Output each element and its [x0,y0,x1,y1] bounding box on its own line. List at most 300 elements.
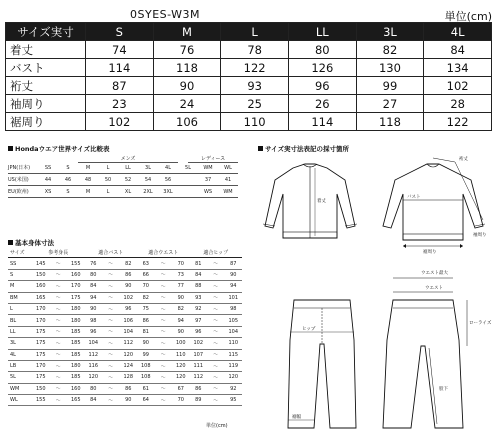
cell: 96 [288,77,356,95]
body-size-table [8,247,242,406]
cell: 160 [67,383,85,394]
kitake-label: 着丈 [317,199,326,204]
table-row [8,162,238,174]
cell: WS [198,186,218,198]
range-separator: 〜 [50,303,68,314]
cell: 126 [288,59,356,77]
cell: 120 [172,372,190,383]
cell: 97 [190,315,208,326]
table-row [8,360,242,371]
cell: 46 [58,174,78,186]
cell: 170 [32,315,50,326]
range-separator: 〜 [207,281,225,292]
cell: 107 [190,349,208,360]
jacket-back-illustration [375,150,495,260]
cell: 104 [225,326,243,337]
pants-front-illustration [280,270,365,435]
rise-label: ローライズ [469,321,492,326]
cell: 102 [120,292,138,303]
cell: 78 [221,41,289,59]
range-separator: 〜 [155,303,173,314]
cell: 73 [172,269,190,280]
table-row [6,113,492,131]
cell: 84 [424,41,492,59]
comparison-title: Hondaウエア世界サイズ比較表 [8,144,110,153]
cell: 105 [225,315,243,326]
cell: XL [118,186,138,198]
range-separator: 〜 [50,258,68,269]
cell: 119 [225,360,243,371]
cell: 114 [288,113,356,131]
range-separator: 〜 [102,372,120,383]
cell: 37 [198,174,218,186]
cell: 100 [172,338,190,349]
cell: 120 [172,360,190,371]
unit-label: 単位(cm) [444,10,492,23]
cell: 52 [118,174,138,186]
cell: 111 [190,360,208,371]
cell: 96 [85,326,103,337]
cell: 82 [356,41,424,59]
suso-label: 裾周り [423,250,437,255]
cell: 160 [32,281,50,292]
range-separator: 〜 [155,338,173,349]
cell: 82 [172,303,190,314]
range-separator: 〜 [50,292,68,303]
cell: 94 [225,281,243,292]
cell: L [98,162,118,174]
cell: 118 [153,59,221,77]
cell: 24 [153,95,221,113]
cell: 180 [67,303,85,314]
cell: 56 [158,174,178,186]
row-label: 着丈 [6,41,86,59]
range-separator: 〜 [207,383,225,394]
pants-back-icon [375,262,493,434]
cell: LL [8,326,32,337]
cell: 155 [67,258,85,269]
cell: 90 [85,303,103,314]
hem-label: 裾幅 [292,415,301,420]
table-row [8,174,238,186]
range-separator: 〜 [50,315,68,326]
cell: M [78,186,98,198]
size-col: L [221,23,289,41]
cell: LL [118,162,138,174]
cell: 185 [67,372,85,383]
range-separator: 〜 [155,395,173,406]
cell [178,186,198,198]
cell: 74 [86,41,154,59]
cell: 81 [190,258,208,269]
cell: 76 [153,41,221,59]
cell: 102 [190,338,208,349]
range-separator: 〜 [155,315,173,326]
cell: 130 [356,59,424,77]
size-corner: サイズ実寸 [6,23,86,41]
cell: 155 [32,395,50,406]
row-label: 裾周り [6,113,86,131]
row-label: EU(欧州) [8,186,38,198]
cell: 96 [190,326,208,337]
range-separator: 〜 [102,326,120,337]
range-separator: 〜 [207,349,225,360]
cell: 4L [158,162,178,174]
range-separator: 〜 [155,372,173,383]
range-separator: 〜 [155,281,173,292]
table-row [8,395,242,406]
cell: 104 [120,326,138,337]
cell: 124 [120,360,138,371]
cell: 5L [178,162,198,174]
cell: 5L [8,372,32,383]
range-separator: 〜 [50,349,68,360]
cell: L [98,186,118,198]
cell: 25 [221,95,289,113]
cell: 99 [356,77,424,95]
table-row [8,186,238,198]
range-separator: 〜 [102,349,120,360]
cell: 88 [190,281,208,292]
square-bullet-icon [8,240,13,245]
range-separator: 〜 [102,360,120,371]
cell: 70 [172,258,190,269]
table-row [6,95,492,113]
table-row [8,372,242,383]
cell: SS [38,162,58,174]
cell: 116 [85,360,103,371]
mens-label: メンズ [78,155,178,163]
range-separator: 〜 [207,326,225,337]
cell: 170 [32,303,50,314]
cell: 102 [86,113,154,131]
range-separator: 〜 [207,292,225,303]
col-header: 参考身長 [32,247,85,258]
range-separator: 〜 [155,326,173,337]
square-bullet-icon [8,146,13,151]
cell: 170 [67,281,85,292]
range-separator: 〜 [50,383,68,394]
cell: S [58,186,78,198]
range-separator: 〜 [207,395,225,406]
cell: M [8,281,32,292]
range-separator: 〜 [155,349,173,360]
row-label: JPN(日本) [8,162,38,174]
cell: 84 [190,269,208,280]
pants-front-icon [280,270,365,435]
cell: 98 [225,303,243,314]
cell: 180 [67,360,85,371]
cell: 175 [67,292,85,303]
range-separator: 〜 [102,269,120,280]
size-col: 4L [424,23,492,41]
range-separator: 〜 [102,383,120,394]
yuki-label: 裄丈 [459,157,468,162]
square-bullet-icon [258,146,263,151]
cell: 95 [225,395,243,406]
body-unit-note: 単位(cm) [206,423,228,429]
cell: 87 [86,77,154,95]
cell: WM [8,383,32,394]
size-col: LL [288,23,356,41]
range-separator: 〜 [50,269,68,280]
cell: 80 [288,41,356,59]
cell: 110 [221,113,289,131]
cell: 28 [424,95,492,113]
range-separator: 〜 [155,258,173,269]
table-row [8,303,242,314]
cell: 106 [120,315,138,326]
cell: 66 [137,269,155,280]
cell: 110 [172,349,190,360]
range-separator: 〜 [102,292,120,303]
body-table-title: 基本身体寸法 [8,238,54,247]
cell: 89 [190,395,208,406]
cell: 75 [137,303,155,314]
range-separator: 〜 [207,360,225,371]
cell: 112 [120,338,138,349]
cell: 118 [356,113,424,131]
cell: 165 [32,292,50,303]
cell: 61 [137,383,155,394]
cell: 93 [221,77,289,95]
col-header: サイズ [8,247,32,258]
cell: S [8,269,32,280]
cell: 84 [85,281,103,292]
range-separator: 〜 [50,326,68,337]
range-separator: 〜 [50,281,68,292]
jacket-front-icon [255,158,365,253]
row-label: US(米国) [8,174,38,186]
cell: 84 [85,395,103,406]
cell: 81 [137,326,155,337]
cell: SS [8,258,32,269]
range-separator: 〜 [50,338,68,349]
cell: 82 [137,292,155,303]
range-separator: 〜 [50,372,68,383]
cell: 170 [32,360,50,371]
cell: 48 [78,174,98,186]
table-row [6,77,492,95]
cell: 175 [32,372,50,383]
table-row [8,292,242,303]
cell: 134 [424,59,492,77]
cell: 122 [424,113,492,131]
product-code: 0SYES-W3M [130,8,201,21]
row-label: 袖周り [6,95,86,113]
cell: 90 [172,326,190,337]
body-header-row [8,247,242,258]
cell: WM [218,186,238,198]
cell: 145 [32,258,50,269]
cell: 94 [172,315,190,326]
range-separator: 〜 [102,315,120,326]
cell: 175 [32,338,50,349]
hip-label: ヒップ [302,327,316,332]
cell: M [78,162,98,174]
cell: 92 [225,383,243,394]
range-separator: 〜 [50,360,68,371]
sode-label: 袖周り [473,233,487,238]
cell: 101 [225,292,243,303]
cell: 180 [67,315,85,326]
cell: 106 [153,113,221,131]
range-separator: 〜 [155,383,173,394]
cell: 50 [98,174,118,186]
cell: 90 [172,292,190,303]
cell: XS [38,186,58,198]
cell: 80 [85,269,103,280]
bust-label: バスト [407,195,421,200]
illustration-title: サイズ実寸法表記の採寸箇所 [258,144,349,153]
pants-back-illustration [375,262,493,434]
col-header: 適合ヒップ [190,247,243,258]
cell: 175 [32,326,50,337]
cell: 3XL [158,186,178,198]
cell: 165 [67,395,85,406]
row-label: バスト [6,59,86,77]
cell: 150 [32,269,50,280]
cell: 90 [120,281,138,292]
cell: BL [8,315,32,326]
cell: 4L [8,349,32,360]
cell: 112 [85,349,103,360]
cell: 96 [120,303,138,314]
cell: 93 [190,292,208,303]
range-separator: 〜 [155,269,173,280]
cell: S [58,162,78,174]
size-col: 3L [356,23,424,41]
table-row [8,269,242,280]
cell: 3L [138,162,158,174]
cell: 82 [120,258,138,269]
cell: 70 [137,281,155,292]
cell: 86 [120,383,138,394]
table-row [8,338,242,349]
range-separator: 〜 [207,372,225,383]
table-row [6,41,492,59]
cell [178,174,198,186]
cell: 26 [288,95,356,113]
cell: 44 [38,174,58,186]
range-separator: 〜 [102,281,120,292]
size-col: M [153,23,221,41]
cell: 86 [190,383,208,394]
cell: 120 [85,372,103,383]
cell: 23 [86,95,154,113]
size-header-row [6,23,492,41]
cell: 86 [120,269,138,280]
cell: WL [8,395,32,406]
cell: 108 [137,360,155,371]
range-separator: 〜 [207,269,225,280]
table-row [6,59,492,77]
cell: 94 [85,292,103,303]
col-header: 適合バスト [85,247,138,258]
comparison-table [8,162,238,198]
range-separator: 〜 [207,315,225,326]
cell: 70 [172,395,190,406]
table-row [8,315,242,326]
cell: WL [218,162,238,174]
cell: 27 [356,95,424,113]
cell: 112 [190,372,208,383]
cell: 63 [137,258,155,269]
cell: 114 [86,59,154,77]
cell: L [8,303,32,314]
cell: 87 [225,258,243,269]
cell: 64 [137,395,155,406]
cell: 41 [218,174,238,186]
size-col: S [86,23,154,41]
row-label: 裄丈 [6,77,86,95]
cell: 104 [85,338,103,349]
cell: 128 [120,372,138,383]
cell: 90 [137,338,155,349]
waist-label: ウエスト [425,286,443,291]
cell: 90 [120,395,138,406]
cell: 99 [137,349,155,360]
waist-max-label: ウエスト最大 [421,271,448,276]
cell: 108 [137,372,155,383]
cell: 67 [172,383,190,394]
range-separator: 〜 [50,395,68,406]
cell: 150 [32,383,50,394]
cell: 185 [67,338,85,349]
range-separator: 〜 [207,258,225,269]
table-row [8,383,242,394]
cell: 120 [120,349,138,360]
ladies-label: レディース [188,155,238,163]
cell: 90 [153,77,221,95]
table-row [8,349,242,360]
range-separator: 〜 [207,338,225,349]
range-separator: 〜 [207,303,225,314]
cell: 80 [85,383,103,394]
table-row [8,281,242,292]
range-separator: 〜 [155,292,173,303]
cell: 2XL [138,186,158,198]
cell: 92 [190,303,208,314]
cell: 185 [67,326,85,337]
size-table [5,22,492,131]
cell: 160 [67,269,85,280]
cell: BM [8,292,32,303]
range-separator: 〜 [102,303,120,314]
cell: 90 [225,269,243,280]
table-row [8,326,242,337]
cell: 77 [172,281,190,292]
cell: 54 [138,174,158,186]
jacket-back-icon [375,150,495,260]
cell: 102 [424,77,492,95]
cell: WM [198,162,218,174]
inseam-label: 股下 [439,387,448,392]
cell: 175 [32,349,50,360]
col-header: 適合ウエスト [137,247,190,258]
range-separator: 〜 [102,395,120,406]
jacket-front-illustration [255,158,365,253]
range-separator: 〜 [155,360,173,371]
cell: 98 [85,315,103,326]
cell: 3L [8,338,32,349]
cell: 110 [225,338,243,349]
table-row [8,258,242,269]
cell: 185 [67,349,85,360]
range-separator: 〜 [102,338,120,349]
cell: 86 [137,315,155,326]
cell: 122 [221,59,289,77]
